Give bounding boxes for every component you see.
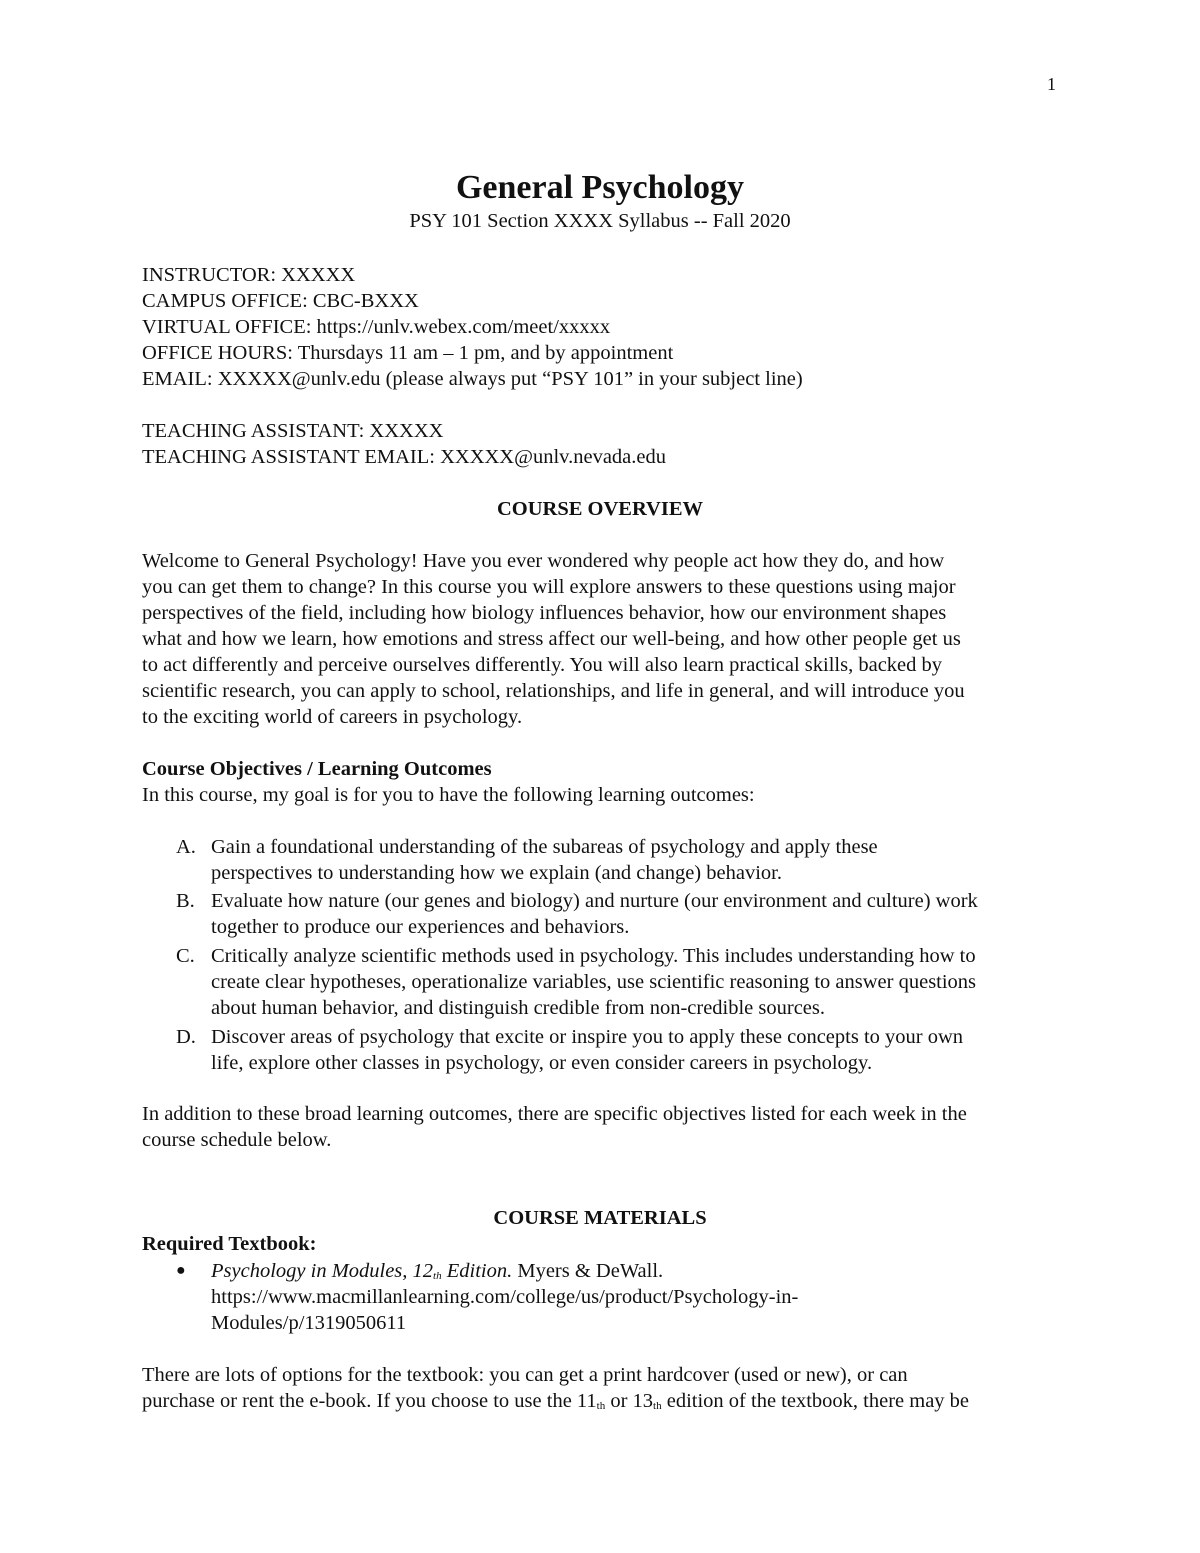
- document-subtitle: PSY 101 Section XXXX Syllabus -- Fall 2020: [409, 210, 791, 232]
- outcome-marker-a: A.: [176, 836, 196, 858]
- textbook-authors: Myers & DeWall.: [512, 1260, 664, 1282]
- ta-line: TEACHING ASSISTANT: XXXXX: [142, 420, 444, 442]
- overview-paragraph-line: what and how we learn, how emotions and stress affect our well-being, and how other people get us: [142, 628, 961, 650]
- outcome-marker-b: B.: [176, 890, 195, 912]
- ta-email-line: TEACHING ASSISTANT EMAIL: XXXXX@unlv.nevada.edu: [142, 446, 666, 468]
- textbook-url-line[interactable]: https://www.macmillanlearning.com/college/us/product/Psychology-in-: [211, 1286, 799, 1308]
- overview-paragraph-line: you can get them to change? In this course you will explore answers to these questions using major: [142, 576, 956, 598]
- course-overview-heading: COURSE OVERVIEW: [496, 498, 704, 520]
- textbook-options-line: purchase or rent the e-book. If you choose to use the $11_{th}$ or $13_{th}$ edition of the textbook, there may be: [142, 1390, 970, 1412]
- outcome-marker-d: D.: [176, 1026, 196, 1048]
- campus-office-line: CAMPUS OFFICE: CBC-BXXX: [142, 290, 419, 312]
- outcome-b-line: together to produce our experiences and behaviors.: [211, 916, 630, 938]
- email-line: EMAIL: XXXXX@unlv.edu (please always put “PSY 101” in your subject line): [142, 368, 803, 390]
- virtual-office-line: VIRTUAL OFFICE: https://unlv.webex.com/meet/xxxxx: [142, 316, 611, 338]
- page-number: 1: [1047, 74, 1056, 94]
- outcome-c-line: create clear hypotheses, operationalize variables, use scientific reasoning to answer questions: [211, 971, 977, 993]
- document-title: General Psychology: [455, 169, 745, 206]
- outcome-a-line: Gain a foundational understanding of the subareas of psychology and apply these: [211, 836, 878, 858]
- overview-paragraph-line: scientific research, you can apply to school, relationships, and life in general, and will introduce you: [142, 680, 965, 702]
- objectives-closing-line: In addition to these broad learning outcomes, there are specific objectives listed for each week in the: [142, 1103, 967, 1125]
- outcome-c-line: about human behavior, and distinguish credible from non-credible sources.: [211, 997, 826, 1019]
- textbook-url-line[interactable]: Modules/p/1319050611: [211, 1312, 407, 1334]
- outcome-b-line: Evaluate how nature (our genes and biology) and nurture (our environment and culture) work: [211, 890, 978, 912]
- outcome-c-line: Critically analyze scientific methods used in psychology. This includes understanding how to: [211, 945, 976, 967]
- overview-paragraph-line: to the exciting world of careers in psychology.: [142, 706, 523, 728]
- course-materials-heading: COURSE MATERIALS: [493, 1207, 707, 1229]
- overview-paragraph-line: perspectives of the field, including how biology influences behavior, how our environment shapes: [142, 602, 947, 624]
- overview-paragraph-line: to act differently and perceive ourselves differently. You will also learn practical skills, backed by: [142, 654, 943, 676]
- outcome-marker-c: C.: [176, 945, 195, 967]
- objectives-intro: In this course, my goal is for you to have the following learning outcomes:: [142, 784, 755, 806]
- textbook-options-line: There are lots of options for the textbook: you can get a print hardcover (used or new), or can: [142, 1364, 908, 1386]
- bullet-icon: ●: [176, 1262, 186, 1279]
- instructor-line: INSTRUCTOR: XXXXX: [142, 264, 356, 286]
- objectives-heading: Course Objectives / Learning Outcomes: [142, 758, 492, 780]
- outcome-a-line: perspectives to understanding how we explain (and change) behavior.: [211, 862, 782, 884]
- required-textbook-label: Required Textbook:: [142, 1233, 317, 1255]
- objectives-closing-line: course schedule below.: [142, 1129, 332, 1151]
- office-hours-line: OFFICE HOURS: Thursdays 11 am – 1 pm, and by appointment: [142, 342, 674, 364]
- textbook-title: Psychology in Modules, $12_{th}$ Edition.: [211, 1260, 513, 1282]
- outcome-d-line: life, explore other classes in psychology, or even consider careers in psychology.: [211, 1052, 873, 1074]
- outcome-d-line: Discover areas of psychology that excite or inspire you to apply these concepts to your own: [211, 1026, 964, 1048]
- overview-paragraph-line: Welcome to General Psychology! Have you ever wondered why people act how they do, and how: [142, 550, 945, 572]
